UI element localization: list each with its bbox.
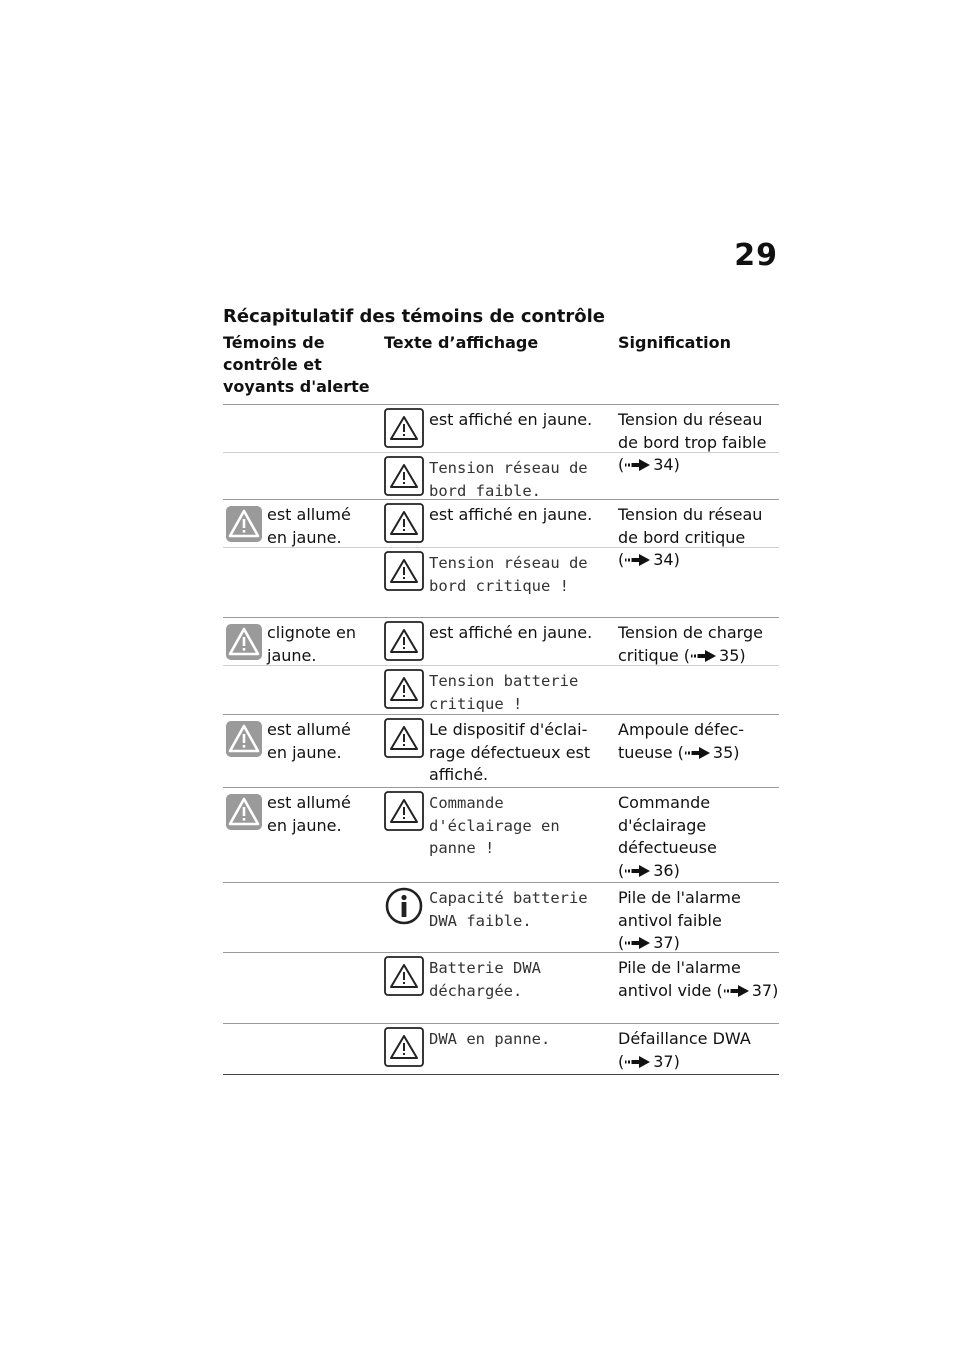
meaning-text: [618, 622, 779, 667]
warning-triangle-icon: [384, 791, 424, 831]
table-header: [223, 330, 779, 404]
table-row: [223, 452, 779, 499]
section-title: Récapitulatif des témoins de contrôle: [223, 306, 605, 327]
table-row: [223, 953, 779, 1023]
meaning-text: [618, 719, 779, 764]
page-reference-number: 35): [712, 742, 740, 762]
arrow-right-icon: [691, 650, 717, 662]
arrow-right-icon: [685, 747, 711, 759]
table-group: [223, 882, 779, 952]
header-display-text: Texte d’affichage: [384, 333, 539, 352]
display-text: Tension réseau de bord critique !: [429, 554, 588, 595]
table-group: [223, 404, 779, 499]
table-row: [223, 1024, 779, 1074]
header-meaning: Signification: [618, 333, 731, 352]
meaning-text: [618, 887, 779, 955]
arrow-right-icon: [724, 985, 750, 997]
warning-triangle-icon: [384, 718, 424, 758]
page-reference[interactable]: ( 37): [618, 1051, 680, 1071]
meaning-text: [618, 792, 779, 882]
table-group: [223, 617, 779, 714]
table-row: [223, 405, 779, 474]
warning-lamp-icon: [225, 793, 263, 831]
arrow-right-icon: [625, 937, 651, 949]
warning-lamp-icon: [225, 720, 263, 758]
page-reference-number: 34): [653, 550, 680, 569]
table-row: [223, 715, 779, 787]
display-text: Capacité batterie DWA faible.: [429, 889, 588, 930]
display-text: est affiché en jaune.: [429, 623, 593, 642]
table-row: [223, 883, 779, 952]
page-reference[interactable]: ( 36): [618, 860, 680, 880]
meaning-label: Défaillance DWA: [618, 1029, 751, 1048]
display-text: Tension réseau de bord faible.: [429, 459, 588, 500]
display-text: Tension batterie critique !: [429, 672, 579, 713]
meaning-text: [618, 957, 779, 1002]
page-number: 29: [734, 238, 778, 273]
meaning-label: Pile de l'alarme antivol faible: [618, 888, 741, 930]
indicator-table: [223, 330, 779, 1075]
page-reference[interactable]: ( 37): [618, 933, 680, 952]
table-row: [223, 547, 779, 617]
table-row: [223, 788, 779, 882]
page-reference[interactable]: ( 34): [618, 550, 680, 569]
page-reference[interactable]: ( 37): [716, 980, 779, 1000]
page-reference-number: 35): [719, 645, 746, 665]
arrow-right-icon: [625, 1056, 651, 1068]
table-row: [223, 618, 779, 665]
meaning-label: Ampoule défectueuse: [618, 720, 745, 762]
display-text: est affiché en jaune.: [429, 505, 593, 524]
warning-triangle-icon: [384, 669, 424, 709]
page-reference-number: 36): [653, 860, 680, 880]
page-reference[interactable]: ( 34): [618, 455, 680, 474]
display-text: est affiché en jaune.: [429, 410, 593, 429]
warning-triangle-icon: [384, 408, 424, 448]
table-group: [223, 499, 779, 617]
display-text: DWA en panne.: [429, 1030, 551, 1048]
display-text: Le dispositif d'éclairage défectueux est affiché.: [429, 720, 591, 784]
display-text: Batterie DWA déchargée.: [429, 959, 541, 1000]
info-icon: [384, 886, 424, 926]
table-group: [223, 714, 779, 787]
meaning-label: Tension du réseau de bord critique: [618, 505, 763, 547]
meaning-label: Pile de l'alarme antivol vide: [618, 958, 741, 1000]
table-group: [223, 1023, 779, 1075]
header-lamps: Témoins de contrôle et voyants d'alerte: [223, 333, 370, 396]
meaning-label: Tension du réseau de bord trop faible: [618, 410, 767, 452]
table-row: [223, 500, 779, 569]
warning-lamp-icon: [225, 505, 263, 543]
lamp-description: clignote en jaune.: [267, 623, 356, 665]
warning-triangle-icon: [384, 1027, 424, 1067]
meaning-label: Tension de charge critique: [618, 623, 763, 665]
lamp-description: est allumé en jaune.: [267, 720, 351, 762]
page-reference[interactable]: ( 35): [677, 742, 740, 762]
warning-triangle-icon: [384, 551, 424, 591]
meaning-text: [618, 1028, 779, 1073]
meaning-label: Commande d'éclairage défectueuse: [618, 793, 717, 857]
arrow-right-icon: [625, 865, 651, 877]
page-reference-number: 37): [653, 1051, 680, 1071]
table-body: [223, 404, 779, 1075]
page-reference-number: 34): [653, 455, 680, 474]
warning-triangle-icon: [384, 503, 424, 543]
table-group: [223, 952, 779, 1023]
warning-triangle-icon: [384, 621, 424, 661]
warning-triangle-icon: [384, 456, 424, 496]
display-text: Commande d'éclairage en panne !: [429, 794, 560, 857]
warning-lamp-icon: [225, 623, 263, 661]
lamp-description: est allumé en jaune.: [267, 505, 351, 547]
lamp-description: est allumé en jaune.: [267, 793, 351, 835]
table-group: [223, 787, 779, 882]
table-row: [223, 665, 779, 714]
page-reference-number: 37): [653, 933, 680, 952]
page-reference-number: 37): [751, 980, 779, 1000]
warning-triangle-icon: [384, 956, 424, 996]
page-reference[interactable]: ( 35): [683, 645, 746, 665]
